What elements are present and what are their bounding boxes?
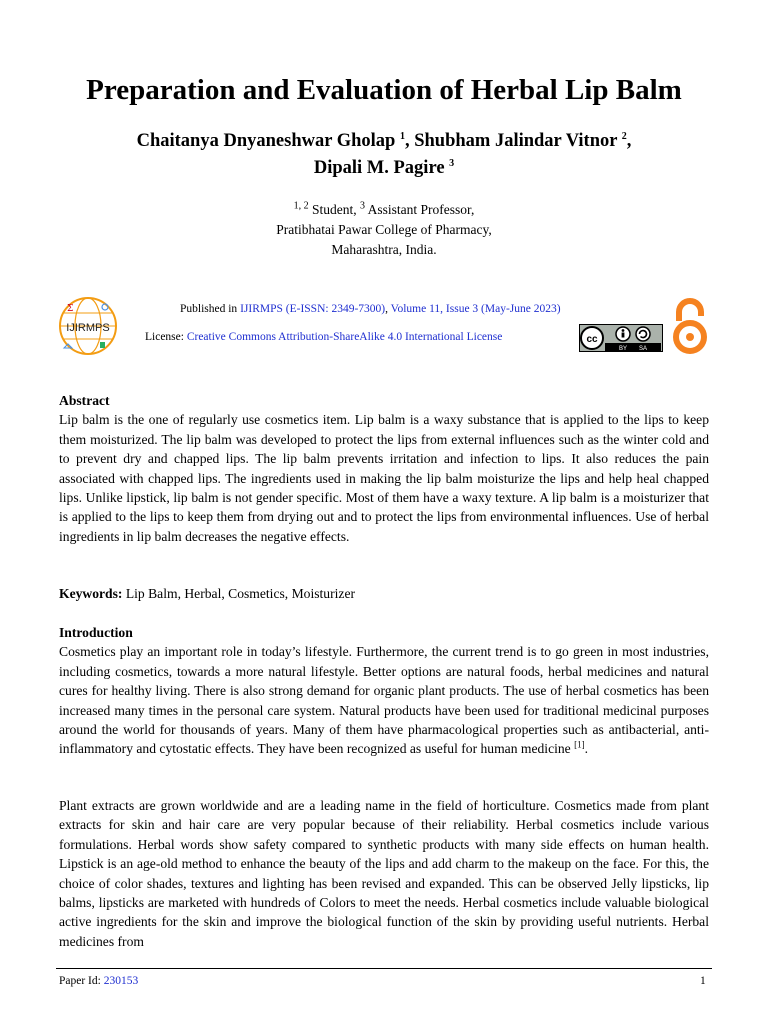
open-access-icon xyxy=(670,297,710,355)
journal-logo-text: IJIRMPS xyxy=(66,322,110,334)
footer-divider xyxy=(56,968,712,969)
paper-title: Preparation and Evaluation of Herbal Lip Balm xyxy=(86,74,682,106)
keywords-label: Keywords: xyxy=(59,586,123,601)
issn-separator: , xyxy=(385,303,388,315)
affil-sup-3: 3 xyxy=(360,200,366,212)
volume-link[interactable]: Volume 11, Issue 3 (May-June 2023) xyxy=(390,303,561,315)
cc-by-sa-badge-icon[interactable] xyxy=(579,324,663,352)
introduction-para-2-block xyxy=(59,796,709,951)
author-2-affil: 2 xyxy=(621,130,627,142)
author-3: Dipali M. Pagire xyxy=(313,158,445,178)
introduction-para-1: Cosmetics play an important role in today’s lifestyle. Furthermore, the current trend is to go green in most industries, including cosmetics, towards a more natural lifestyle. Better options are natural foods, herbal medicines and natural cures for healthy living. There is also strong demand for organic plant products. The use of herbal cosmetics has been increased many times in the personal care system. Natural products have been used for traditional medicinal purposes around the world for thousands of years. Many of them have pharmacological properties such as antibacterial, anti-inflammatory and cytostatic effects. They have been recognized as useful for human medicine xyxy=(59,644,709,757)
keywords-text: Lip Balm, Herbal, Cosmetics, Moisturizer xyxy=(125,586,356,601)
affil-college: Pratibhatai Pawar College of Pharmacy, xyxy=(276,222,492,237)
paper-id-link[interactable]: 230153 xyxy=(103,975,139,987)
license-line xyxy=(145,331,502,343)
abstract-section xyxy=(59,391,709,546)
affil-location: Maharashtra, India. xyxy=(331,242,437,257)
affil-sup-1: 1, 2 xyxy=(293,200,309,212)
publication-info xyxy=(56,294,712,358)
svg-text:cc: cc xyxy=(586,334,598,345)
abstract-text: Lip balm is the one of regularly use cosmetics item. Lip balm is a waxy substance that is applied to the lips to keep them moisturized. The lip balm was developed to protect the lips from external influences such as the winter cold and to prevent dry and chapped lips. The lip balm prevents irritation and infection to lips. It also reduces the pain associated with chapped lips. The ingredients used in making the lip balm moisturize the lips and help heal chapped lips. Unlike lipstick, lip balm is not gender specific. Most of them have a waxy texture. A lip balm is a moisturizer that is applied to the lips to keep them from drying out and to protect the lips from environmental influences. Use of herbal ingredients in lip balm decreases the negative effects. xyxy=(59,412,709,544)
affil-role-professor: Assistant Professor, xyxy=(367,202,475,217)
abstract-heading: Abstract xyxy=(59,393,110,408)
published-in-line xyxy=(180,303,561,315)
affil-role-student: Student, xyxy=(312,202,357,217)
affiliation xyxy=(80,200,688,260)
license-link[interactable]: Creative Commons Attribution-ShareAlike 4.0 International License xyxy=(186,331,503,343)
author-2: Shubham Jalindar Vitnor xyxy=(414,131,618,151)
introduction-para-2: Plant extracts are grown worldwide and are a leading name in the field of horticulture. Cosmetics made from plant extracts for skin and hair care are very popular because of their reliability. Herbal cosmetics include various formulations. Herbal words show safety compared to synthetic products with many side effects on human health. Lipstick is an age-old method to enhance the beauty of the lips and add charm to the makeup on the face. For this, the choice of color shades, textures and lighting has been revised and expanded. This can be observed Jelly lipsticks, lip balms, lipsticks are marketed with hundreds of Colors to meet the needs. Herbal cosmetics include valuable biological active ingredients for the skin and improve the biological function of the skin by providing useful nutrients. Herbal medicines from xyxy=(59,798,709,949)
svg-text:Σ: Σ xyxy=(67,304,74,314)
issn-link[interactable]: (E-ISSN: 2349-7300) xyxy=(285,303,386,315)
cc-by-text: BY xyxy=(618,346,628,352)
para-1-end: . xyxy=(584,741,589,757)
author-1-affil: 1 xyxy=(399,130,405,142)
license-label: License: xyxy=(145,331,184,343)
introduction-section xyxy=(59,623,709,759)
paper-id-label: Paper Id: xyxy=(59,975,101,987)
journal-logo-icon xyxy=(56,296,120,356)
footer-paper-id xyxy=(59,975,138,987)
author-list: Chaitanya Dnyaneshwar Gholap $^1$, Shubham Jalindar Vitnor $^2$, Dipali M. Pagire $^3$ xyxy=(136,130,632,178)
journal-link[interactable]: IJIRMPS xyxy=(240,303,283,315)
page-number: 1 xyxy=(700,975,706,987)
published-in-label: Published in xyxy=(180,303,238,315)
citation-ref-1[interactable]: [1] xyxy=(574,739,585,750)
author-3-affil: 3 xyxy=(449,157,455,169)
introduction-heading: Introduction xyxy=(59,625,133,640)
cc-sa-text: SA xyxy=(638,346,648,352)
keywords-section xyxy=(59,584,709,603)
author-1: Chaitanya Dnyaneshwar Gholap xyxy=(136,131,396,151)
